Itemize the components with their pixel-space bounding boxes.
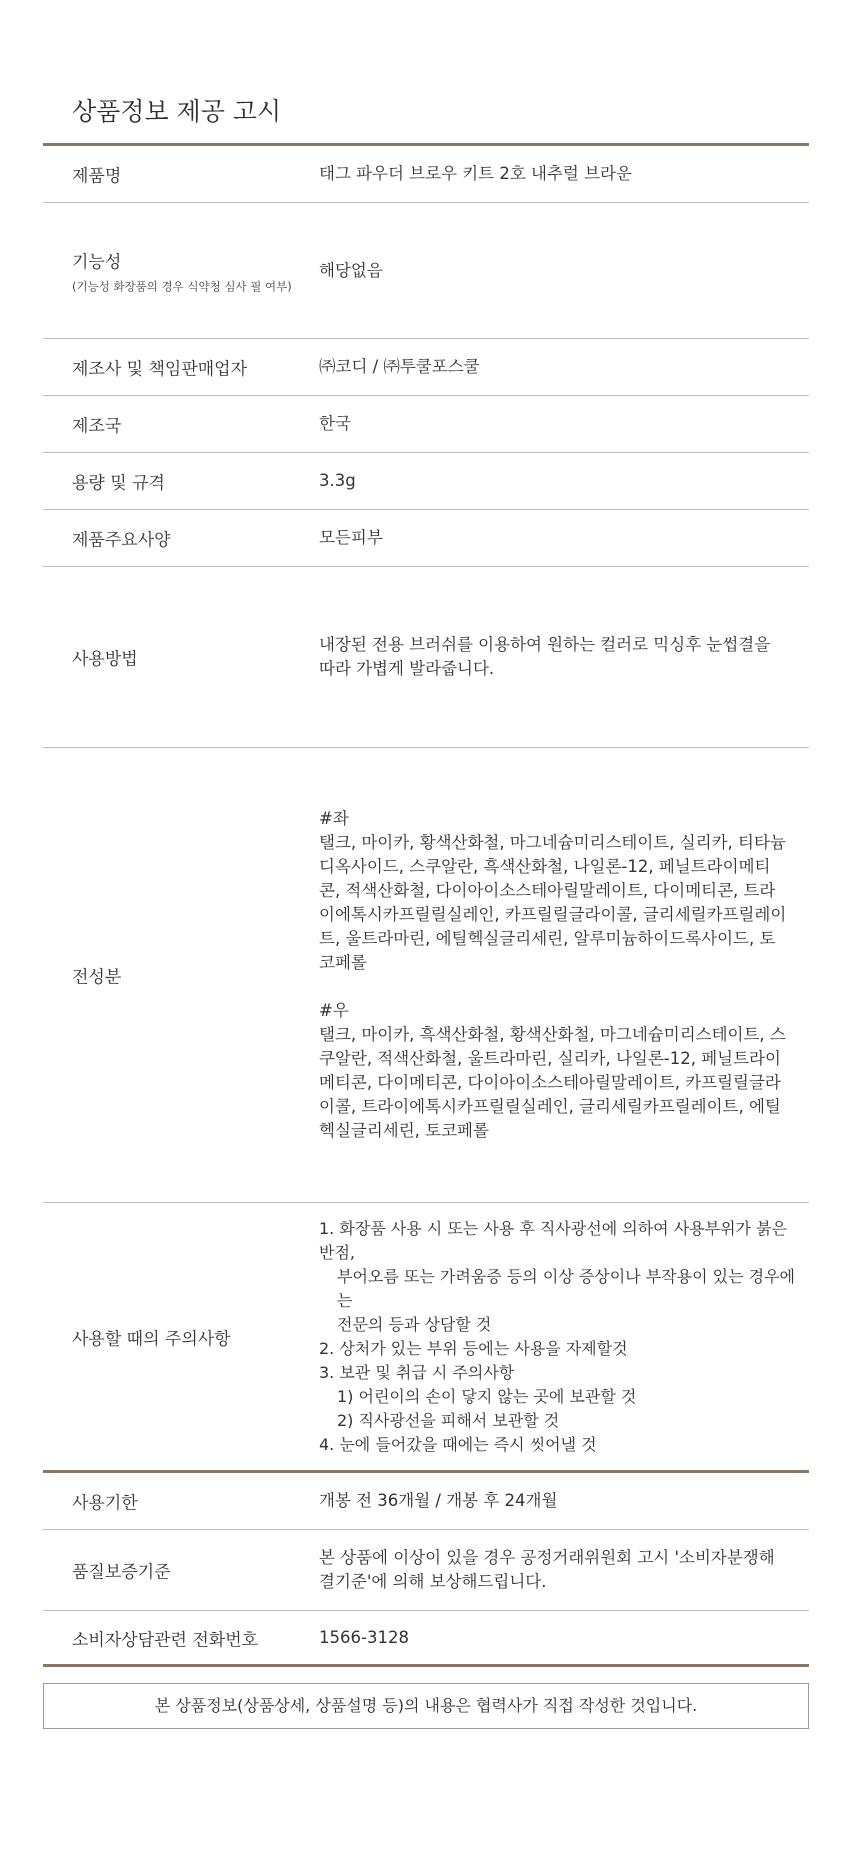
caution-item-cont: 전문의 등과 상담할 것 bbox=[337, 1314, 492, 1334]
row-label: 사용기한 bbox=[72, 1493, 138, 1514]
row-country bbox=[43, 396, 809, 453]
caution-list bbox=[319, 1217, 799, 1457]
row-sublabel: (기능성 화장품의 경우 식약청 심사 필 여부) bbox=[72, 279, 292, 293]
row-expiry bbox=[43, 1473, 809, 1530]
ingredients-left-text: 탤크, 마이카, 황색산화철, 마그네슘미리스테이트, 실리카, 티타늄디옥사이드, 스쿠알란, 흑색산화철, 나일론-12, 페닐트라이메티콘, 적색산화철, 다이아이소스테아릴말레이트, 다이메티콘, 트라이에톡시카프릴릴실레인, 카프릴릴글라이콜, 글리세릴카프릴레이트, 울트라마린, 에틸헥실글리세린, 알루미늄하이드록사이드, 토코페롤 bbox=[319, 833, 787, 972]
row-maker bbox=[43, 339, 809, 396]
row-usage bbox=[43, 567, 809, 748]
row-label-text: 기능성 bbox=[72, 252, 122, 272]
row-spec bbox=[43, 510, 809, 567]
row-label: 용량 및 규격 bbox=[72, 473, 165, 494]
row-product-name bbox=[43, 146, 809, 203]
row-value: ㈜코디 / ㈜투쿨포스쿨 bbox=[319, 357, 480, 376]
row-label: 전성분 bbox=[72, 967, 122, 988]
caution-item: 1. 화장품 사용 시 또는 사용 후 직사광선에 의하여 사용부위가 붉은 반점, bbox=[319, 1218, 787, 1262]
caution-item-cont: 부어오름 또는 가려움증 등의 이상 증상이나 부작용이 있는 경우에는 bbox=[337, 1266, 796, 1310]
row-label: 사용방법 bbox=[72, 649, 138, 670]
page-title: 상품정보 제공 고시 bbox=[72, 97, 282, 126]
row-value: 모든피부 bbox=[319, 528, 383, 547]
row-function bbox=[43, 203, 809, 339]
row-value: 태그 파우더 브로우 키트 2호 내추럴 브라운 bbox=[319, 164, 632, 183]
row-label: 제조사 및 책임판매업자 bbox=[72, 359, 248, 380]
row-label: 사용할 때의 주의사항 bbox=[72, 1329, 231, 1349]
ingredients-left-title: #좌 bbox=[319, 809, 349, 828]
row-value: 3.3g bbox=[319, 471, 356, 490]
row-value: 1566-3128 bbox=[319, 1627, 409, 1647]
row-value: 내장된 전용 브러쉬를 이용하여 원하는 컬러로 믹싱후 눈썹결을 따라 가볍게 발라줍니다. bbox=[319, 635, 771, 678]
row-label: 품질보증기준 bbox=[72, 1562, 171, 1583]
row-label: 제조국 bbox=[72, 416, 122, 437]
row-value: 개봉 전 36개월 / 개봉 후 24개월 bbox=[319, 1491, 558, 1510]
caution-item: 4. 눈에 들어갔을 때에는 즉시 씻어낼 것 bbox=[319, 1434, 597, 1454]
caution-subitem: 1) 어린이의 손이 닿지 않는 곳에 보관할 것 bbox=[337, 1386, 637, 1406]
row-label: 제품주요사양 bbox=[72, 530, 171, 551]
ingredients-right-text: 탤크, 마이카, 흑색산화철, 황색산화철, 마그네슘미리스테이트, 스쿠알란, 적색산화철, 울트라마린, 실리카, 나일론-12, 페닐트라이메티콘, 다이메티콘, 다이아이소스테아릴말레이트, 카프릴릴글라이콜, 트라이에톡시카프릴릴실레인, 글리세릴카프릴레이트, 에틸헥실글리세린, 토코페롤 bbox=[319, 1025, 786, 1140]
row-value: 해당없음 bbox=[319, 260, 383, 280]
caution-item: 2. 상처가 있는 부위 등에는 사용을 자제할것 bbox=[319, 1338, 628, 1358]
ingredients-right-title: #우 bbox=[319, 1001, 349, 1020]
row-value: 한국 bbox=[319, 414, 351, 433]
ingredients-block bbox=[319, 807, 789, 1143]
row-volume bbox=[43, 453, 809, 510]
row-quality bbox=[43, 1530, 809, 1611]
caution-subitem: 2) 직사광선을 피해서 보관할 것 bbox=[337, 1410, 560, 1430]
row-label: 제품명 bbox=[72, 166, 122, 187]
row-label: 소비자상담관련 전화번호 bbox=[72, 1630, 259, 1650]
row-value: 본 상품에 이상이 있을 경우 공정거래위원회 고시 '소비자분쟁해결기준'에 의해 보상해드립니다. bbox=[319, 1548, 775, 1591]
notice-box: 본 상품정보(상품상세, 상품설명 등)의 내용은 협력사가 직접 작성한 것입니다. bbox=[43, 1683, 809, 1729]
row-caution bbox=[43, 1203, 809, 1473]
row-phone bbox=[43, 1611, 809, 1667]
row-label bbox=[72, 247, 292, 294]
row-ingredients bbox=[43, 748, 809, 1203]
caution-item: 3. 보관 및 취급 시 주의사항 bbox=[319, 1362, 515, 1382]
